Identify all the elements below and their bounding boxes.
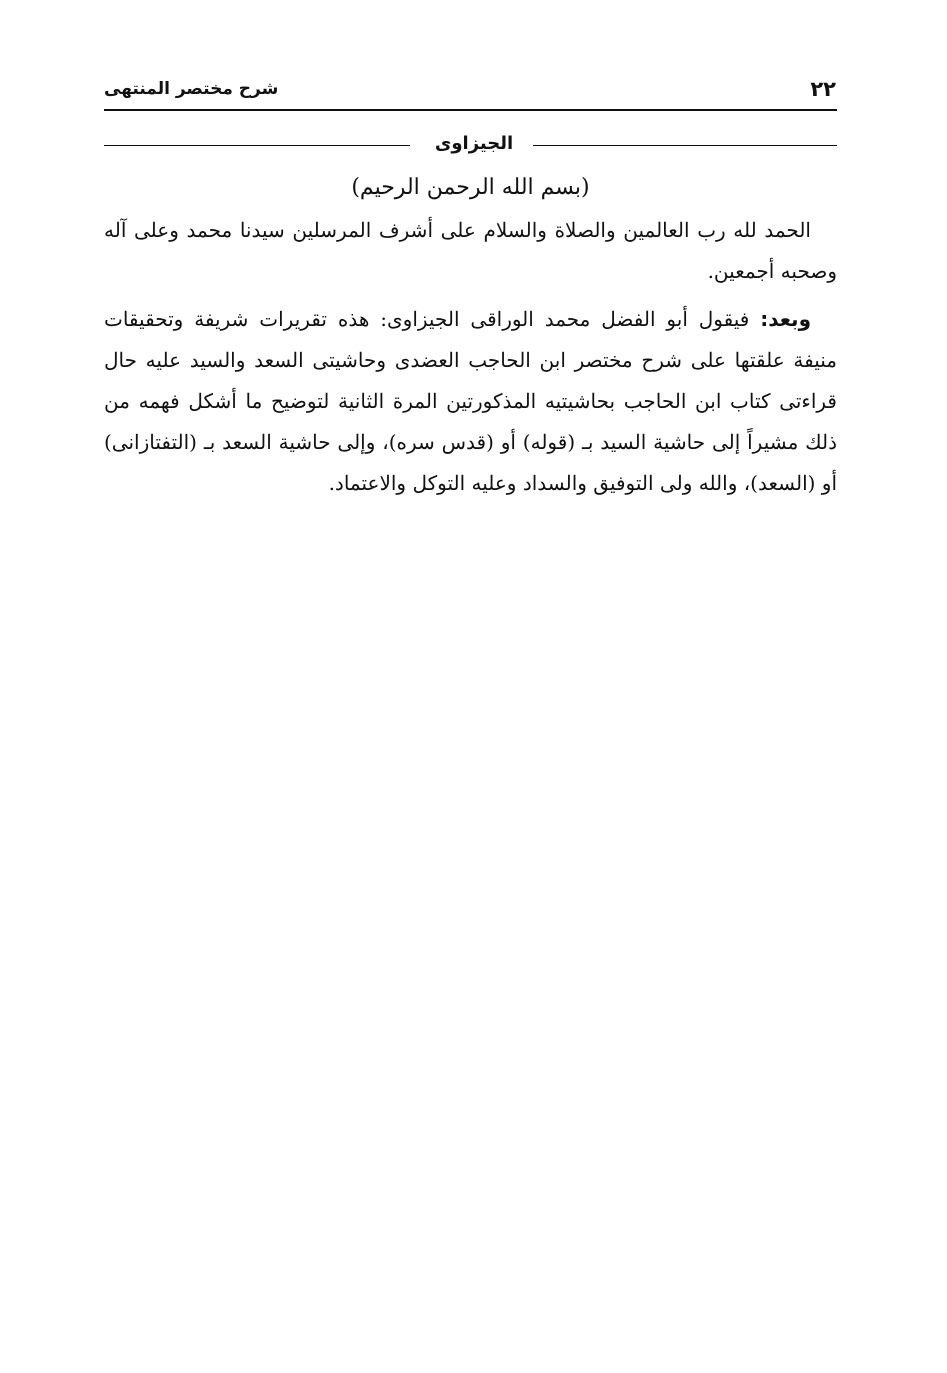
running-title: شرح مختصر المنتهى (104, 79, 279, 99)
header-rule (104, 109, 837, 111)
page-number: ٢٢ (810, 77, 836, 101)
paragraph-text: الحمد لله رب العالمين والصلاة والسلام على أشرف المرسلين سيدنا محمد وعلى آله وصحبه أجمعين. (104, 218, 837, 283)
author-rule-left (104, 145, 410, 146)
author-heading: الجيزاوى (434, 133, 514, 154)
author-rule-right (533, 145, 837, 146)
paragraph-introduction (104, 299, 837, 504)
paragraph-text: فيقول أبو الفضل محمد الوراقى الجيزاوى: هذه تقريرات شريفة وتحقيقات منيفة علقتها على شرح مختصر ابن الحاجب العضدى وحاشيتى السعد والسيد عليه حال قراءتى كتاب ابن الحاجب بحاشيتيه المذكورتين المرة الثانية لتوضيح ما أشكل فهمه من ذلك مشيراً إلى حاشية السيد بـ (قوله) أو (قدس سره)، وإلى حاشية السعد بـ (التفتازانى) أو (السعد)، والله ولى التوفيق والسداد وعليه التوكل والاعتماد. (104, 307, 837, 495)
author-heading-row (104, 130, 837, 158)
page-header (104, 74, 836, 104)
body-text (104, 210, 837, 511)
paragraph-lead-word: وبعد: (760, 307, 811, 331)
basmala: (بسم الله الرحمن الرحيم) (351, 175, 590, 200)
paragraph-praise (104, 210, 837, 292)
